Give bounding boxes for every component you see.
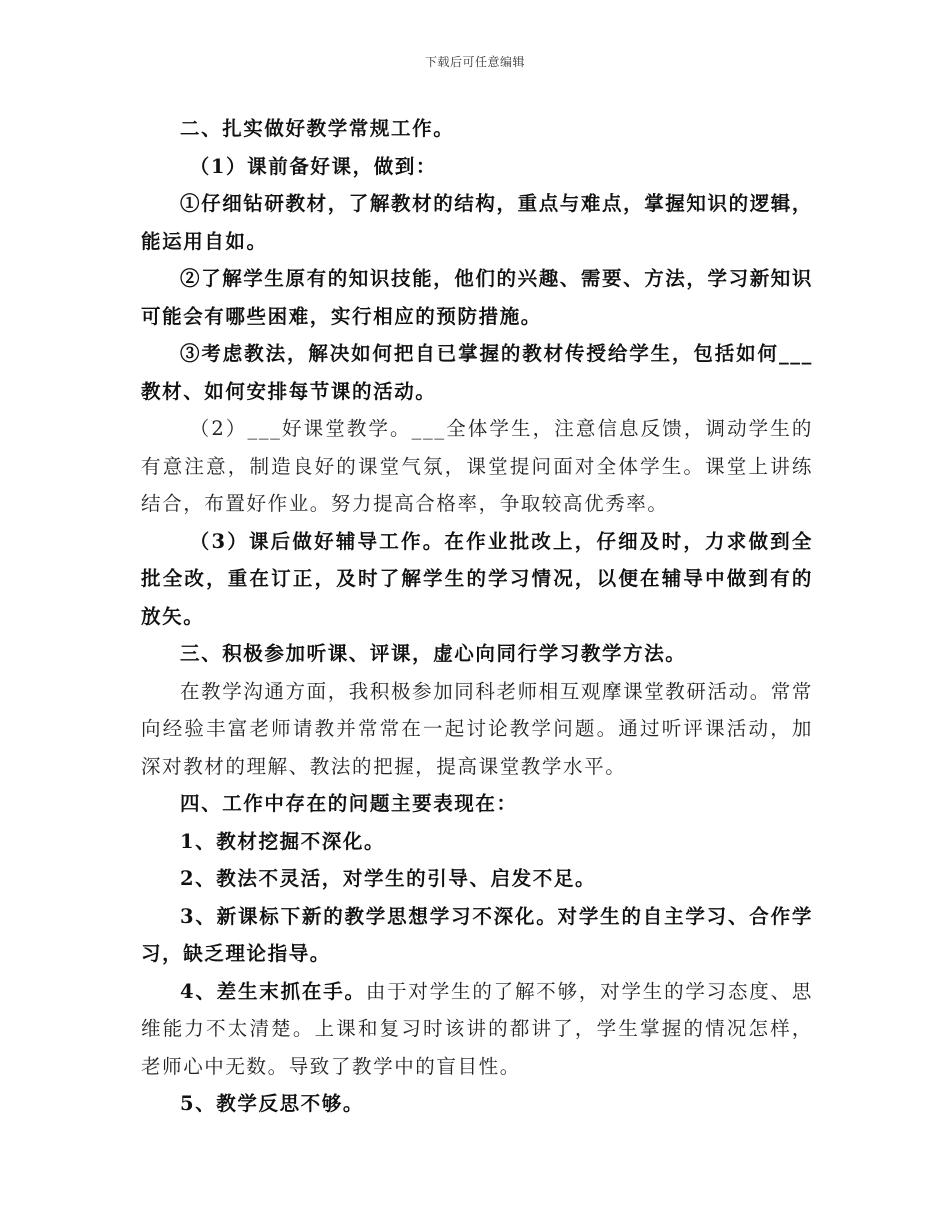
page-header: 下载后可任意编辑	[424, 55, 525, 69]
problem-item-4-detail: 由于对学生的了解不够，对学生的学习态度、思维能力不太清楚。上课和复习时该讲的都讲了，学生掌握的情况怎样，老师心中无数。导致了教学中的盲目性。	[141, 979, 813, 1078]
section-heading-2: 二、扎实做好教学常规工作。	[180, 117, 455, 140]
document-body	[141, 110, 813, 1123]
problem-item-3: 3、新课标下新的教学思想学习不深化。对学生的自主学习、合作学习，缺乏理论指导。	[141, 904, 813, 965]
section-heading-3: 三、积极参加听课、评课，虚心向同行学习教学方法。	[180, 642, 687, 665]
list-item-3: ③考虑教法，解决如何把自已掌握的教材传授给学生，包括如何___教材、如何安排每节课的活动。	[141, 342, 813, 403]
section-heading-4: 四、工作中存在的问题主要表现在：	[180, 792, 518, 815]
list-item-1: ①仔细钻研教材，了解教材的结构，重点与难点，掌握知识的逻辑，能运用自如。	[141, 192, 814, 253]
list-item-2: ②了解学生原有的知识技能，他们的兴趣、需要、方法，学习新知识可能会有哪些困难，实行相应的预防措施。	[141, 267, 814, 328]
problem-item-2: 2、教法不灵活，对学生的引导、启发不足。	[180, 867, 597, 890]
problem-item-5: 5、教学反思不够。	[180, 1092, 364, 1115]
subsection-3-paragraph: （3）课后做好辅导工作。在作业批改上，仔细及时，力求做到全批全改，重在订正，及时了解学生的学习情况，以便在辅导中做到有的放矢。	[141, 529, 813, 628]
subsection-2-paragraph: （2）___好课堂教学。___全体学生，注意信息反馈，调动学生的有意注意，制造良好的课堂气氛，课堂提问面对全体学生。课堂上讲练结合，布置好作业。努力提高合格率，争取较高优秀率。	[141, 417, 813, 515]
subsection-1-heading: （1）课前备好课，做到：	[189, 154, 438, 178]
section-3-body: 在教学沟通方面，我积极参加同科老师相互观摩课堂教研活动。常常向经验丰富老师请教并常常在一起讨论教学问题。通过听评课活动，加深对教材的理解、教法的把握，提高课堂教学水平。	[141, 679, 814, 778]
problem-item-4-lead: 4、差生末抓在手。	[180, 979, 366, 1003]
problem-item-1: 1、教材挖掘不深化。	[180, 829, 386, 853]
problem-item-4	[141, 973, 813, 1086]
